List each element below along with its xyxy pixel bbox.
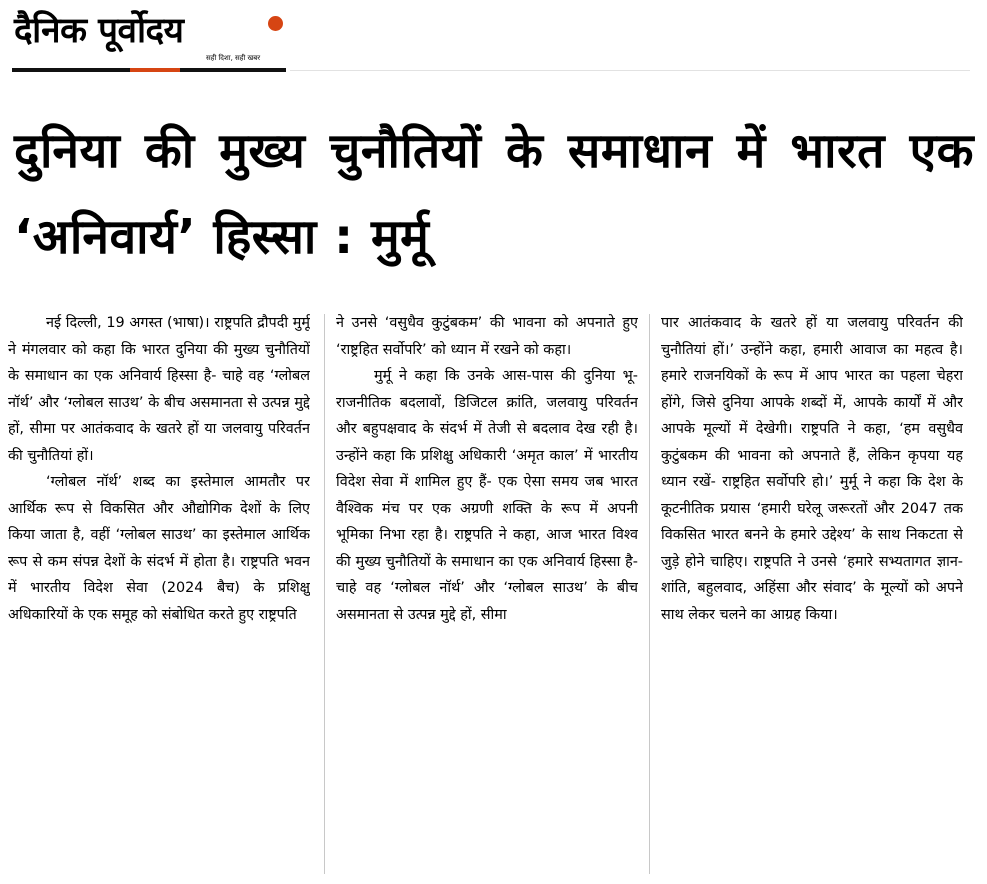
article-paragraph: नई दिल्ली, 19 अगस्त (भाषा)। राष्ट्रपति द्रौपदी मुर्मू ने मंगलवार को कहा कि भारत दुनिया की मुख्य चुनौतियों के समाधान का एक अनिवार्य हिस्सा है- चाहे वह ‘ग्लोबल नॉर्थ’ और ‘ग्लोबल साउथ’ के बीच असमानता से उत्पन्न मुद्दे हों, सीमा पर आतंकवाद के खतरे हों या जलवायु परिवर्तन की चुनौतियां हों।: [8, 315, 310, 464]
article-body: [8, 310, 970, 882]
article-paragraph: पार आतंकवाद के खतरे हों या जलवायु परिवर्तन की चुनौतियां हों।’ उन्होंने कहा, हमारी आवाज का महत्व है। हमारे राजनयिकों के रूप में आप भारत का पहला चेहरा होंगे, जिसे दुनिया आपके शब्दों में, आपके कार्यों में और आपके मूल्यों में देखेगी। राष्ट्रपति ने कहा, ‘हम वसुधैव कुटुंबकम की भावना को अपनाते हैं, लेकिन कृपया यह ध्यान रखें- राष्ट्रहित सर्वोपरि हो।’ मुर्मू ने कहा कि देश के कूटनीतिक प्रयास ‘हमारी घरेलू जरूरतों और 2047 तक विकसित भारत बनने के हमारे उद्देश्य’ के साथ निकटता से जुड़े होने चाहिए। राष्ट्रपति ने उनसे ‘हमारे सभ्यतागत ज्ञान-शांति, बहुलवाद, अहिंसा और संवाद’ के मूल्यों को अपने साथ लेकर चलने का आग्रह किया।: [661, 315, 963, 623]
article-paragraph: ‘ग्लोबल नॉर्थ’ शब्द का इस्तेमाल आमतौर पर आर्थिक रूप से विकसित और औद्योगिक देशों के लिए किया जाता है, वहीं ‘ग्लोबल साउथ’ का इस्तेमाल आर्थिक रूप से कम संपन्न देशों के संदर्भ में होता है। राष्ट्रपति भवन में भारतीय विदेश सेवा (2024 बैच) के प्रशिक्षु अधिकारियों के एक समूह को संबोधित करते हुए राष्ट्रपति: [8, 474, 310, 623]
logo-dot-icon: [268, 16, 283, 31]
article-column-2: [336, 310, 638, 882]
column-divider: [649, 314, 650, 874]
masthead-rule-accent: [130, 68, 180, 72]
article-paragraph: ने उनसे ‘वसुधैव कुटुंबकम’ की भावना को अपनाते हुए ‘राष्ट्रहित सर्वोपरि’ को ध्यान में रखने को कहा।: [336, 315, 638, 358]
column-divider: [324, 314, 325, 874]
article-column-3: [661, 310, 963, 882]
header-divider: [290, 70, 970, 71]
newspaper-logo: दैनिक पूर्वोदय: [14, 11, 184, 51]
logo-tagline: सही दिशा, सही खबर: [206, 54, 261, 62]
article-headline: दुनिया की मुख्य चुनौतियों के समाधान में भारत एक ‘अनिवार्य’ हिस्सा : मुर्मू: [14, 123, 974, 265]
masthead: [10, 6, 286, 72]
article-column-1: [8, 310, 310, 882]
article-paragraph: मुर्मू ने कहा कि उनके आस-पास की दुनिया भू-राजनीतिक बदलावों, डिजिटल क्रांति, जलवायु परिवर्तन और बहुपक्षवाद के संदर्भ में तेजी से बदलाव देख रही है। उन्होंने कहा कि प्रशिक्षु अधिकारी ‘अमृत काल’ में भारतीय विदेश सेवा में शामिल हुए हैं- एक ऐसा समय जब भारत वैश्विक मंच पर एक अग्रणी शक्ति के रूप में अपनी भूमिका निभा रहा है। राष्ट्रपति ने कहा, आज भारत विश्व की मुख्य चुनौतियों के समाधान का एक अनिवार्य हिस्सा है- चाहे वह ‘ग्लोबल नॉर्थ’ और ‘ग्लोबल साउथ’ के बीच असमानता से उत्पन्न मुद्दे हों, सीमा: [336, 368, 638, 623]
